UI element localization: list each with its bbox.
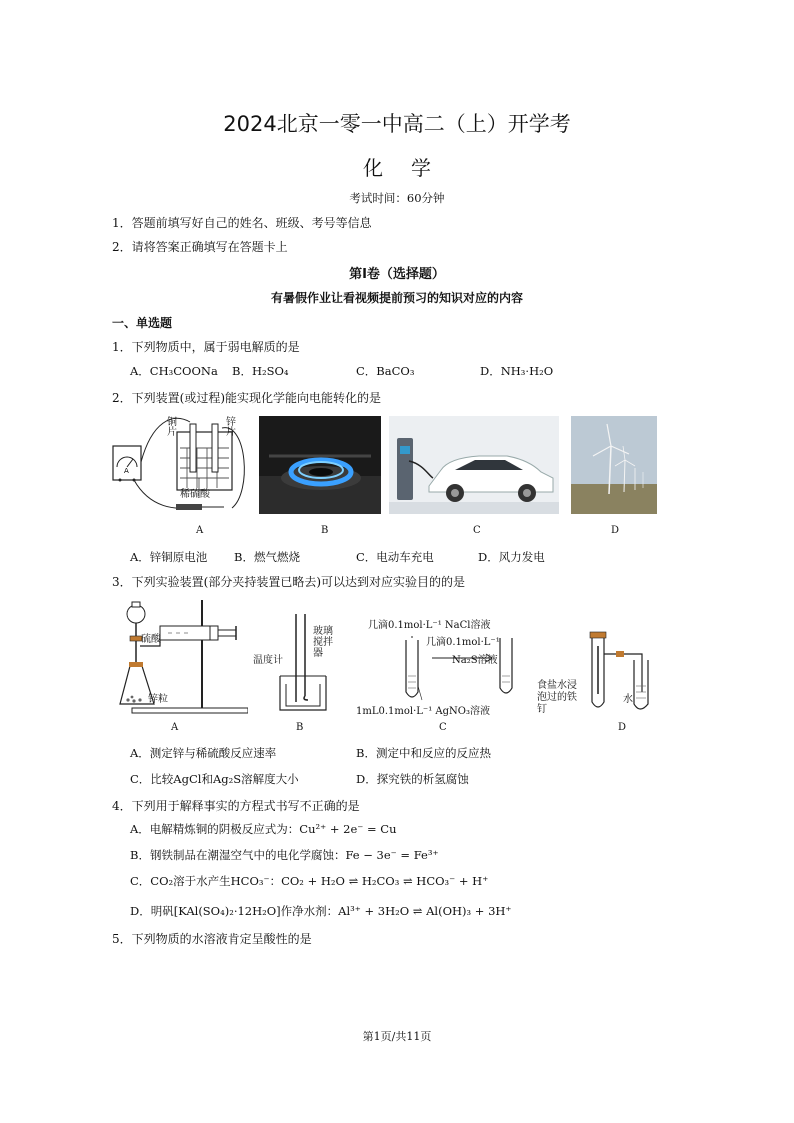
- thermometer-label: 温度计: [253, 655, 283, 666]
- question-4-option-a: A．电解精炼铜的阴极反应式为：Cu²⁺ + 2e⁻ = Cu: [130, 822, 397, 836]
- question-4-stem: 4．下列用于解释事实的方程式书写不正确的是: [112, 799, 360, 813]
- stirrer-label: 玻璃搅拌器: [313, 626, 333, 659]
- water-label: 水: [623, 694, 633, 705]
- nacl-label: 几滴0.1mol·L⁻¹ NaCl溶液: [368, 620, 491, 631]
- question-5-stem: 5．下列物质的水溶液肯定呈酸性的是: [112, 932, 312, 946]
- agno3-label: 1mL0.1mol·L⁻¹ AgNO₃溶液: [356, 706, 490, 717]
- na2s-label-line1: 几滴0.1mol·L⁻¹: [426, 637, 500, 648]
- part-title: 一、单选题: [112, 316, 173, 330]
- q2-fig-label-a: A: [196, 525, 204, 536]
- q2-fig-label-d: D: [611, 525, 620, 536]
- copper-label: 铜片: [167, 417, 177, 438]
- section-title: 第Ⅰ卷（选择题）: [349, 267, 445, 282]
- question-2-stem: 2．下列装置(或过程)能实现化学能向电能转化的是: [112, 391, 381, 405]
- ev-charging-photo: [389, 416, 559, 514]
- q2-fig-label-c: C: [473, 525, 481, 536]
- question-2-option-d: D．风力发电: [478, 550, 545, 564]
- question-3-stem: 3．下列实验装置(部分夹持装置已略去)可以达到对应实验目的的是: [112, 575, 466, 589]
- question-4-option-d: D．明矾[KAl(SO₄)₂·12H₂O]作净水剂：Al³⁺ + 3H₂O ⇌ Al(OH)₃ + 3H⁺: [130, 904, 512, 918]
- question-4-option-b: B．钢铁制品在潮湿空气中的电化学腐蚀：Fe − 3e⁻ = Fe³⁺: [130, 848, 439, 862]
- q3-fig-label-b: B: [296, 722, 304, 733]
- q3a-zinc-label: 锌粒: [148, 694, 168, 705]
- question-4-option-c: C．CO₂溶于水产生HCO₃⁻：CO₂ + H₂O ⇌ H₂CO₃ ⇌ HCO₃⁻ + H⁺: [130, 874, 489, 888]
- page-footer: 第1页/共11页: [362, 1030, 432, 1043]
- reaction-rate-apparatus: [112, 596, 248, 716]
- question-1-option-a: A．CH₃COONa: [130, 364, 218, 378]
- acid-label: 稀硫酸: [180, 489, 210, 500]
- instruction-2: 2．请将答案正确填写在答题卡上: [112, 240, 288, 254]
- question-3-option-d: D．探究铁的析氢腐蚀: [356, 772, 469, 786]
- q3-fig-label-a: A: [171, 722, 179, 733]
- wind-turbine-photo: [571, 416, 657, 514]
- section-hint: 有暑假作业让看视频提前预习的知识对应的内容: [270, 291, 523, 305]
- question-2-option-c: C．电动车充电: [356, 550, 434, 564]
- iron-corrosion-apparatus: [580, 630, 660, 716]
- question-3-option-b: B．测定中和反应的反应热: [356, 746, 491, 760]
- q3-fig-label-c: C: [439, 722, 447, 733]
- na2s-label-line2: Na₂S溶液: [452, 655, 498, 666]
- question-3-option-c: C．比较AgCl和Ag₂S溶解度大小: [130, 772, 299, 786]
- gas-flame-photo: [259, 416, 381, 514]
- question-1-stem: 1．下列物质中，属于弱电解质的是: [112, 340, 300, 354]
- question-1-option-d: D．NH₃·H₂O: [480, 364, 554, 378]
- exam-title: 2024北京一零一中高二（上）开学考: [223, 112, 571, 136]
- question-1-option-c: C．BaCO₃: [356, 364, 415, 378]
- instruction-1: 1．答题前填写好自己的姓名、班级、考号等信息: [112, 216, 372, 230]
- nail-label: 食盐水浸泡过的铁钉: [537, 680, 577, 715]
- zinc-label: 锌片: [226, 417, 236, 438]
- question-2-option-a: A．锌铜原电池: [130, 550, 208, 564]
- svg-text:A: A: [124, 467, 129, 475]
- question-2-option-b: B．燃气燃烧: [234, 550, 300, 564]
- question-3-option-a: A．测定锌与稀硫酸反应速率: [130, 746, 277, 760]
- q2-fig-label-b: B: [321, 525, 329, 536]
- q3a-acid-label: 硫酸: [141, 634, 161, 645]
- question-1-option-b: B．H₂SO₄: [232, 364, 289, 378]
- subject-title: 化学: [363, 156, 459, 180]
- q3-fig-label-d: D: [618, 722, 627, 733]
- exam-time: 考试时间：60分钟: [349, 191, 445, 205]
